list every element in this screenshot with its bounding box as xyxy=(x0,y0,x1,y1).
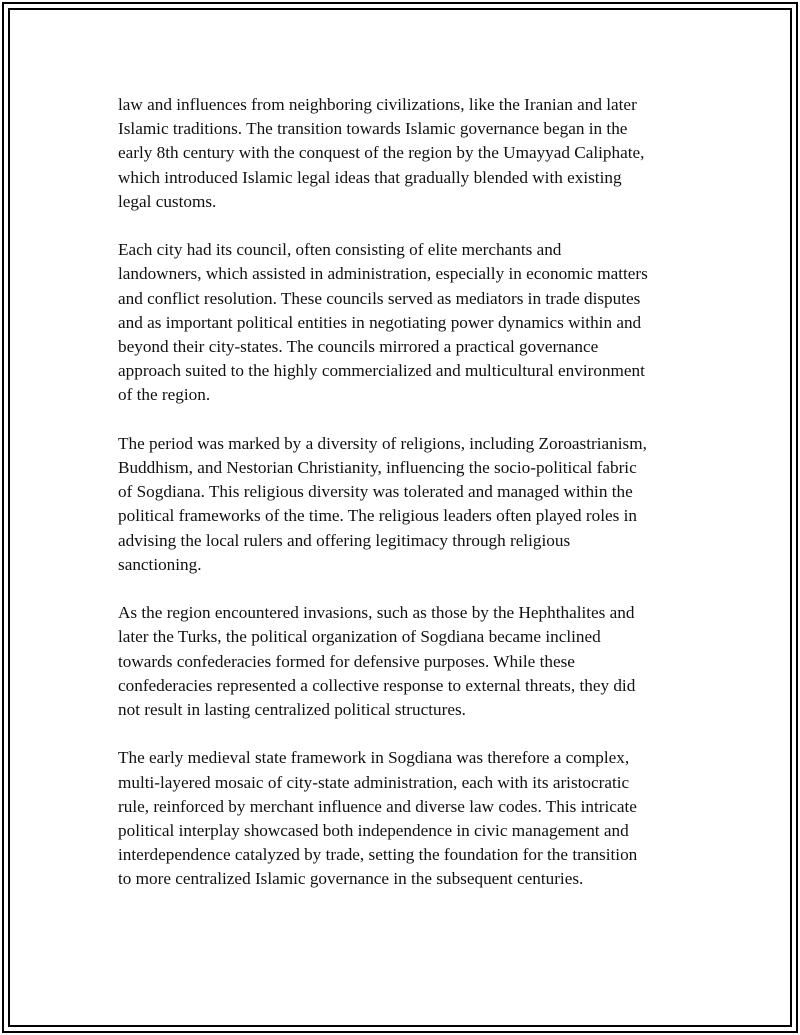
document-body xyxy=(118,93,698,916)
paragraph-5: The early medieval state framework in Sogdiana was therefore a complex, multi-layered mosaic of city-state administration, each with its aristocratic rule, reinforced by merchant influence and diverse law codes. This intricate political interplay showcased both independence in civic management and interdependence catalyzed by trade, setting the foundation for the transition to more centralized Islamic governance in the subsequent centuries. xyxy=(118,748,638,889)
paragraph-3: The period was marked by a diversity of religions, including Zoroastrianism, Buddhism, and Nestorian Christianity, influencing the socio-political fabric of Sogdiana. This religious diversity was tolerated and managed within the political frameworks of the time. The religious leaders often played roles in advising the local rulers and offering legitimacy through religious sanctioning. xyxy=(118,433,647,574)
paragraph-2: Each city had its council, often consisting of elite merchants and landowners, which assisted in administration, especially in economic matters and conflict resolution. These councils served as mediators in trade disputes and as important political entities in negotiating power dynamics within and beyond their city-states. The councils mirrored a practical governance approach suited to the highly commercialized and multicultural environment of the region. xyxy=(118,240,648,405)
paragraph-1: law and influences from neighboring civilizations, like the Iranian and later Islamic traditions. The transition towards Islamic governance began in the early 8th century with the conquest of the region by the Umayyad Caliphate, which introduced Islamic legal ideas that gradually blended with existing legal customs. xyxy=(118,95,645,211)
paragraph-4: As the region encountered invasions, such as those by the Hephthalites and later the Turks, the political organization of Sogdiana became inclined towards confederacies formed for defensive purposes. While these confederacies represented a collective response to external threats, they did not result in lasting centralized political structures. xyxy=(118,603,636,720)
